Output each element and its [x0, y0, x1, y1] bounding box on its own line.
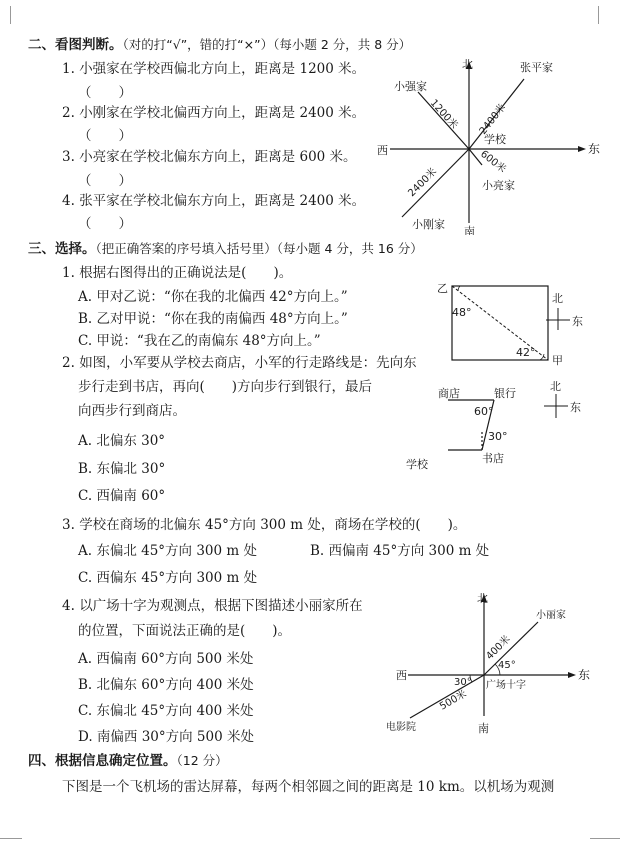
q2-option-c[interactable]: C. 西偏南 60° — [78, 488, 166, 504]
q2-bookstore-label: 书店 — [482, 452, 504, 465]
q4-distance-label: 500米 — [438, 688, 469, 713]
s2-item-4 — [62, 192, 365, 210]
item-number: 1. — [62, 61, 75, 77]
q2-option-a[interactable]: A. 北偏东 30° — [78, 433, 166, 449]
q4-west-label: 西 — [396, 669, 407, 682]
crop-mark — [598, 6, 599, 24]
school-direction-map — [372, 55, 612, 235]
q2-option-b[interactable]: B. 东偏北 30° — [78, 461, 166, 477]
answer-blank[interactable]: （ ） — [78, 173, 132, 189]
q2-bank-label: 银行 — [494, 387, 516, 400]
section2-note: （对的打“√”，错的打“×”）（每小题 2 分，共 8 分） — [122, 37, 412, 52]
q4-option-c[interactable]: C. 东偏北 45°方向 400 米处 — [78, 703, 254, 719]
q4-figure — [378, 588, 603, 738]
q1-stem — [62, 264, 292, 282]
item-number: 3. — [62, 517, 75, 533]
q1-north-label: 北 — [552, 292, 563, 305]
q2-stem-line: 向西步行到商店。 — [78, 403, 186, 419]
section4-title: 四、根据信息确定位置。 — [28, 753, 177, 769]
section4-heading — [28, 752, 228, 770]
place-xiaoqiang: 小强家 — [394, 80, 427, 93]
q4-angle-label: 30° — [454, 677, 472, 688]
q2-angle-label: 60° — [474, 405, 494, 418]
q2-angle-label: 30° — [488, 430, 508, 443]
q4-option-d[interactable]: D. 南偏西 30°方向 500 米处 — [78, 729, 254, 745]
distance-label: 2400米 — [406, 166, 440, 200]
section2-heading — [28, 36, 411, 54]
distance-label: 1200米 — [427, 97, 460, 132]
item-number: 2. — [62, 355, 75, 371]
q1-figure — [432, 278, 602, 368]
map-center-label: 学校 — [484, 133, 506, 146]
east-arrow-icon — [578, 146, 586, 152]
item-text: 张平家在学校北偏东方向上，距离是 2400 米。 — [79, 193, 366, 209]
section4-note: （12 分） — [176, 753, 228, 768]
q4-home-label: 小丽家 — [536, 610, 566, 621]
item-number: 4. — [62, 598, 75, 614]
q4-option-a[interactable]: A. 西偏南 60°方向 500 米处 — [78, 651, 254, 667]
section4-text: 下图是一个飞机场的雷达屏幕，每两个相邻圆之间的距离是 10 km。以机场为观测 — [62, 779, 555, 795]
item-number: 1. — [62, 265, 75, 281]
map-west-label: 西 — [377, 144, 388, 157]
q2-school-label: 学校 — [406, 458, 428, 470]
q2-stem-line: 步行走到书店，再向( )方向步行到银行，最后 — [78, 379, 373, 395]
item-text: 小强家在学校西偏北方向上，距离是 1200 米。 — [79, 61, 366, 77]
east-arrow-icon — [568, 672, 576, 678]
q1-yi-label: 乙 — [437, 282, 448, 295]
q4-cinema-label: 电影院 — [386, 722, 416, 733]
q1-east-label: 东 — [572, 315, 583, 328]
answer-blank[interactable]: （ ） — [78, 85, 132, 101]
q2-stem — [62, 354, 417, 372]
section3-note: （把正确答案的序号填入括号里）（每小题 4 分，共 16 分） — [95, 241, 423, 256]
q4-north-label: 北 — [477, 592, 488, 605]
answer-blank[interactable]: （ ） — [78, 216, 132, 232]
map-east-label: 东 — [588, 142, 601, 156]
q3-stem — [62, 516, 466, 534]
crop-mark — [10, 6, 11, 24]
item-number: 3. — [62, 149, 75, 165]
ray-xiaogang — [402, 149, 469, 217]
q4-ray-cinema — [410, 675, 484, 718]
q4-distance-label: 400米 — [484, 633, 513, 663]
item-text: 如图，小军要从学校去商店，小军的行走路线是：先向东 — [79, 355, 417, 371]
map-north-label: 北 — [462, 58, 473, 71]
place-xiaoliang: 小亮家 — [482, 179, 515, 192]
crop-mark — [0, 838, 22, 839]
map-south-label: 南 — [464, 225, 475, 235]
item-text: 以广场十字为观测点，根据下图描述小丽家所在 — [79, 598, 363, 614]
q2-east-label: 东 — [570, 401, 581, 414]
q1-jia-label: 甲 — [552, 354, 563, 367]
item-number: 2. — [62, 105, 75, 121]
q2-north-label: 北 — [550, 380, 561, 393]
q4-center-label: 广场十字 — [486, 680, 526, 691]
item-text: 小刚家在学校北偏西方向上，距离是 2400 米。 — [79, 105, 366, 121]
section2-title: 二、看图判断。 — [28, 37, 123, 53]
distance-label: 600米 — [478, 148, 508, 176]
q4-south-label: 南 — [478, 722, 489, 735]
section3-title: 三、选择。 — [28, 241, 96, 257]
q1-option-b[interactable]: B. 乙对甲说：“你在我的南偏西 48°方向上。” — [78, 311, 348, 327]
distance-label: 2400米 — [477, 102, 509, 137]
s2-item-1 — [62, 60, 365, 78]
q3-option-a[interactable]: A. 东偏北 45°方向 300 m 处 — [78, 543, 257, 559]
crop-mark — [590, 838, 620, 839]
q4-angle-label: 45° — [498, 660, 516, 671]
q1-option-c[interactable]: C. 甲说：“我在乙的南偏东 48°方向上。” — [78, 333, 321, 349]
place-xiaogang: 小刚家 — [412, 218, 445, 231]
item-text: 学校在商场的北偏东 45°方向 300 m 处，商场在学校的( )。 — [79, 517, 467, 533]
q2-shop-label: 商店 — [438, 387, 460, 400]
item-text: 小亮家在学校北偏东方向上，距离是 600 米。 — [79, 149, 357, 165]
q1-angle-label: 48° — [452, 306, 472, 319]
q1-option-a[interactable]: A. 甲对乙说：“你在我的北偏西 42°方向上。” — [78, 289, 348, 305]
place-zhangping: 张平家 — [520, 61, 553, 74]
s2-item-3 — [62, 148, 357, 166]
q4-east-label: 东 — [578, 668, 591, 682]
q2-figure — [398, 380, 598, 470]
q4-stem-line: 的位置，下面说法正确的是( )。 — [78, 623, 292, 639]
answer-blank[interactable]: （ ） — [78, 128, 132, 144]
q3-option-b[interactable]: B. 西偏南 45°方向 300 m 处 — [310, 543, 490, 559]
item-number: 4. — [62, 193, 75, 209]
item-text: 根据右图得出的正确说法是( )。 — [79, 265, 293, 281]
q3-option-c[interactable]: C. 西偏东 45°方向 300 m 处 — [78, 570, 258, 586]
q4-option-b[interactable]: B. 北偏东 60°方向 400 米处 — [78, 677, 254, 693]
section3-heading — [28, 240, 423, 258]
s2-item-2 — [62, 104, 365, 122]
q4-stem — [62, 597, 363, 615]
q1-angle-label: 42° — [516, 346, 536, 359]
